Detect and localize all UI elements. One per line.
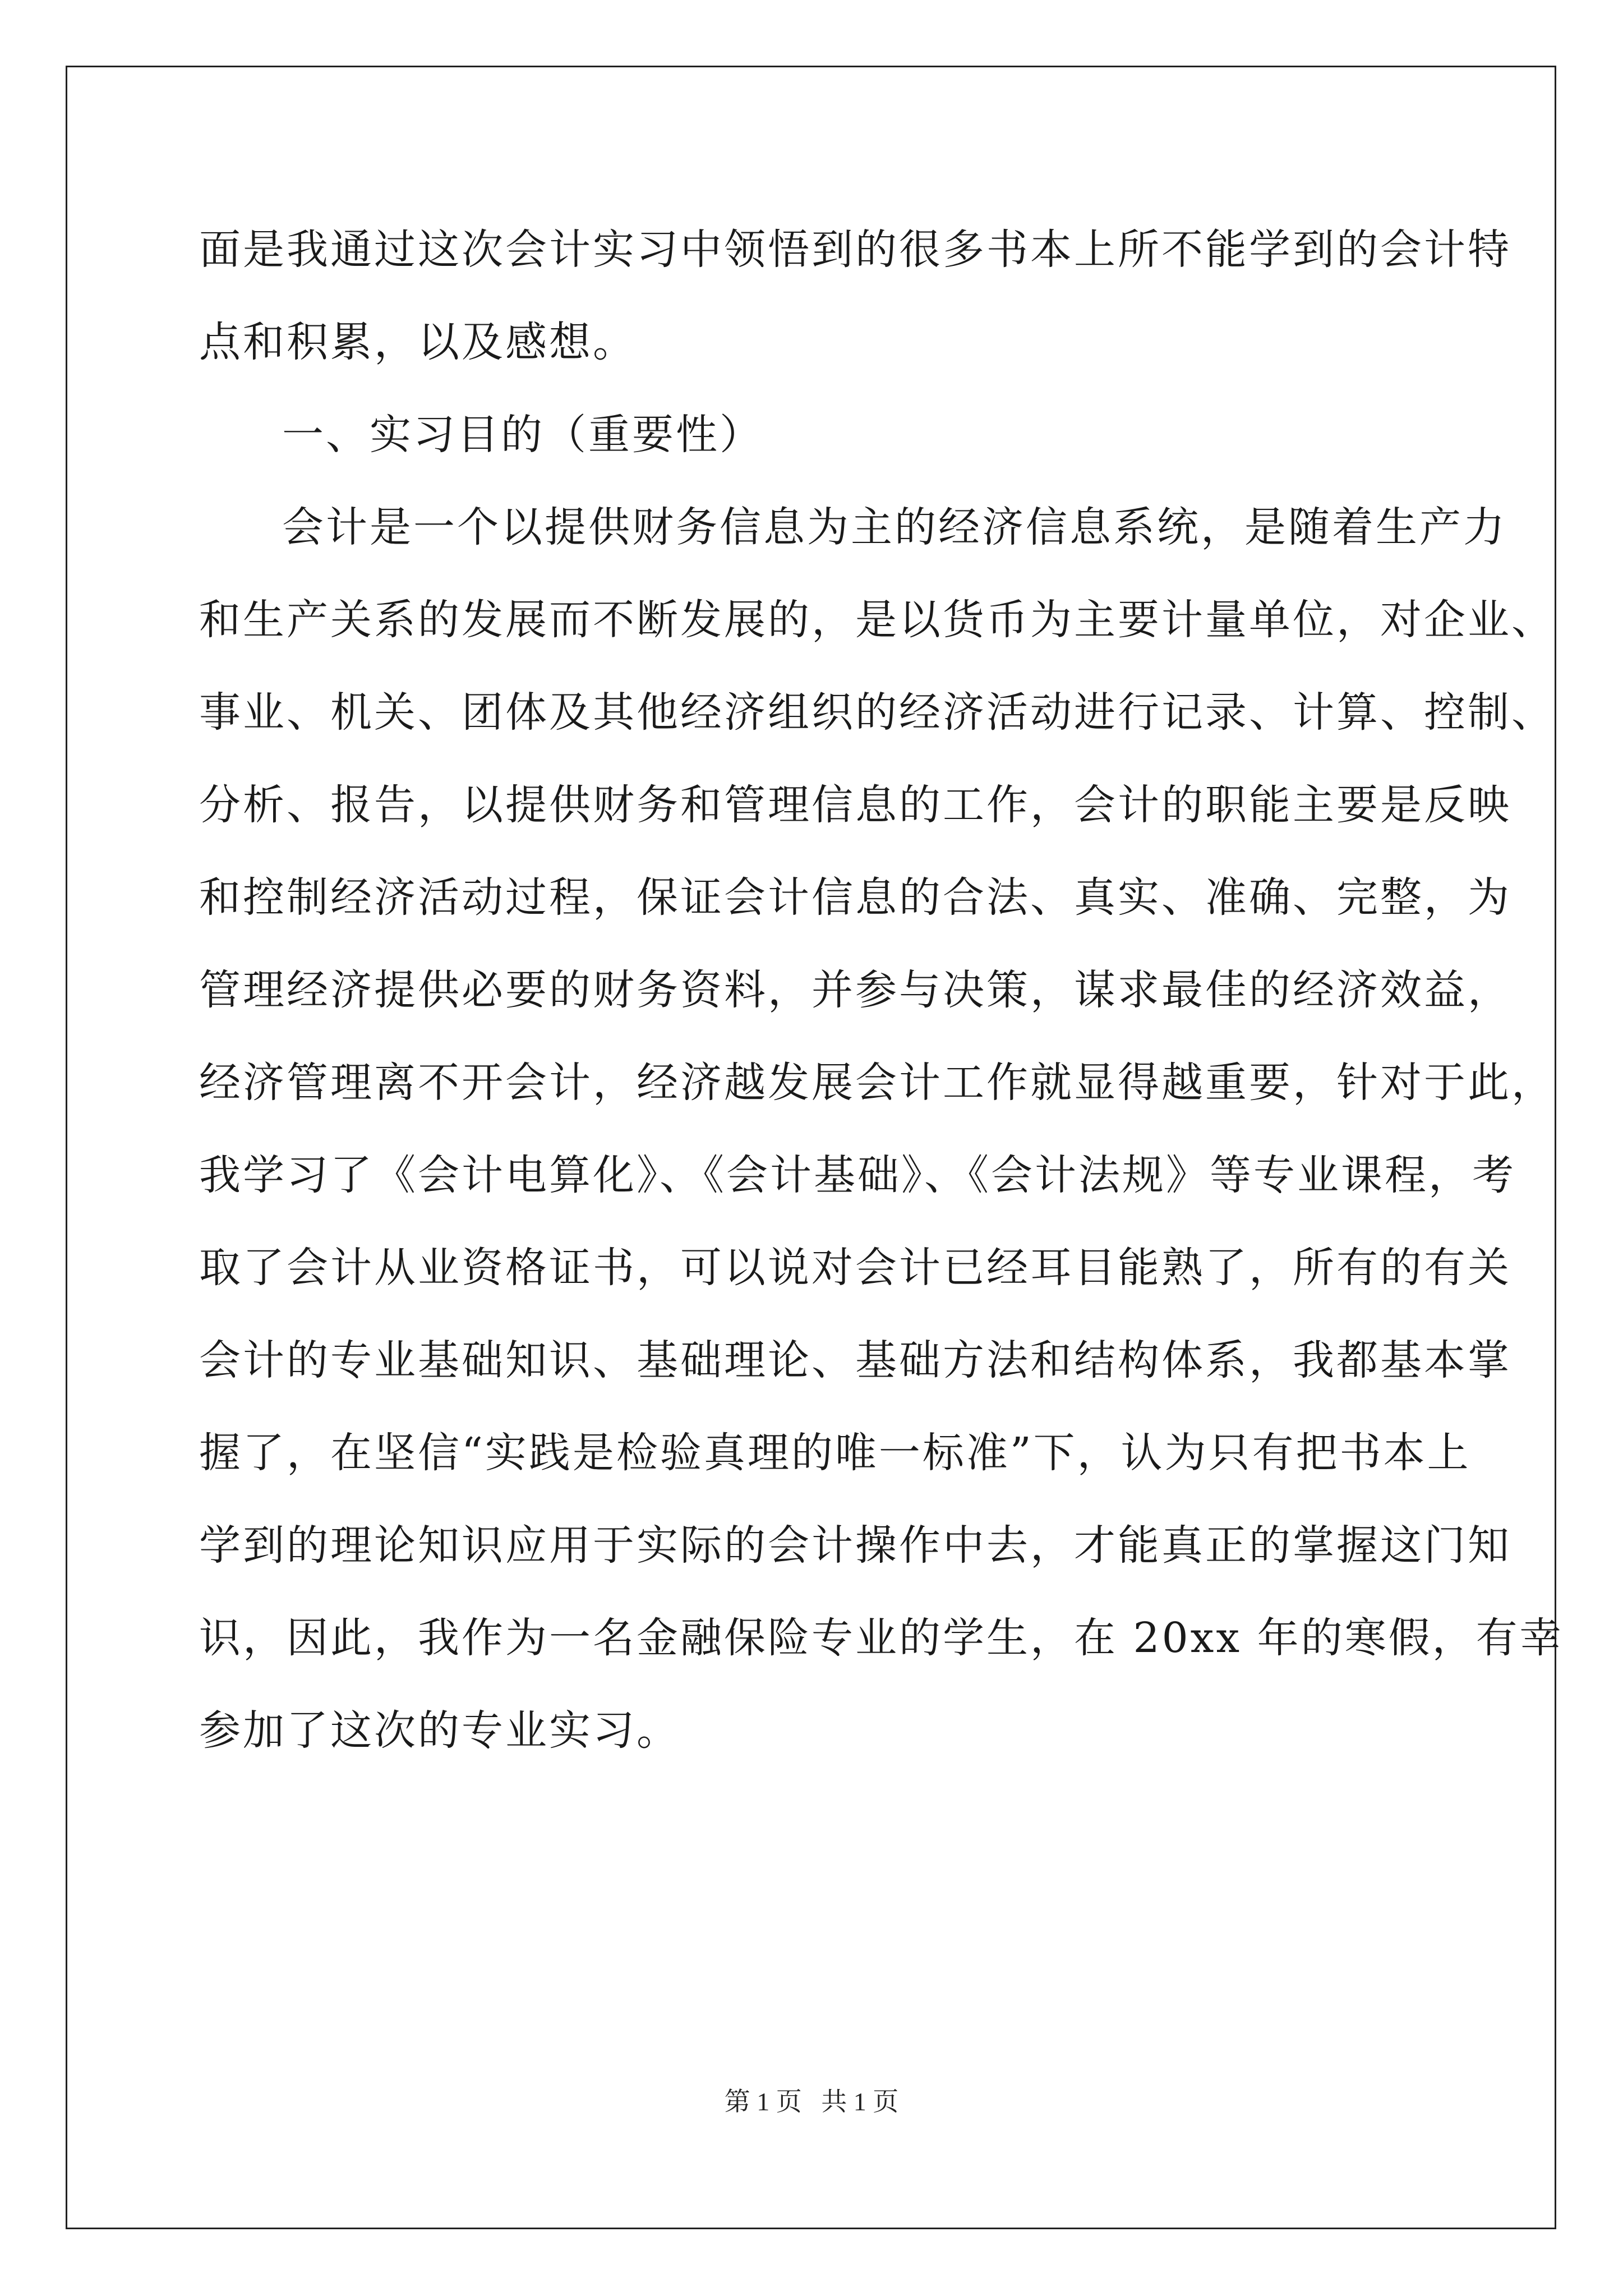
body-line: 和生产关系的发展而不断发展的，是以货币为主要计量单位，对企业、 bbox=[199, 596, 1555, 644]
body-line: 会计的专业基础知识、基础理论、基础方法和结构体系，我都基本掌 bbox=[199, 1336, 1511, 1384]
body-line: 握了，在坚信“实践是检验真理的唯一标准”下，认为只有把书本上 bbox=[199, 1429, 1471, 1477]
body-line: 管理经济提供必要的财务资料，并参与决策，谋求最佳的经济效益， bbox=[199, 966, 1511, 1014]
body-line: 分析、报告，以提供财务和管理信息的工作，会计的职能主要是反映 bbox=[199, 781, 1511, 829]
section-heading: 一、实习目的（重要性） bbox=[282, 411, 763, 459]
body-line: 学到的理论知识应用于实际的会计操作中去，才能真正的掌握这门知 bbox=[199, 1521, 1511, 1570]
body-line: 事业、机关、团体及其他经济组织的经济活动进行记录、计算、控制、 bbox=[199, 688, 1555, 737]
body-line: 和控制经济活动过程，保证会计信息的合法、真实、准确、完整，为 bbox=[199, 873, 1511, 922]
body-line: 我学习了《会计电算化》、《会计基础》、《会计法规》等专业课程，考 bbox=[199, 1151, 1516, 1199]
body-line: 参加了这次的专业实习。 bbox=[199, 1706, 680, 1755]
body-line: 面是我通过这次会计实习中领悟到的很多书本上所不能学到的会计特 bbox=[199, 226, 1511, 274]
body-line: 取了会计从业资格证书，可以说对会计已经耳目能熟了，所有的有关 bbox=[199, 1244, 1511, 1292]
body-line: 经济管理离不开会计，经济越发展会计工作就显得越重要，针对于此， bbox=[199, 1059, 1555, 1107]
body-line: 点和积累，以及感想。 bbox=[199, 318, 637, 366]
body-line: 识，因此，我作为一名金融保险专业的学生，在 20xx 年的寒假，有幸 bbox=[199, 1614, 1564, 1662]
body-line: 会计是一个以提供财务信息为主的经济信息系统，是随着生产力 bbox=[282, 503, 1507, 551]
page-number-footer: 第 1 页 共 1 页 bbox=[724, 2087, 899, 2116]
